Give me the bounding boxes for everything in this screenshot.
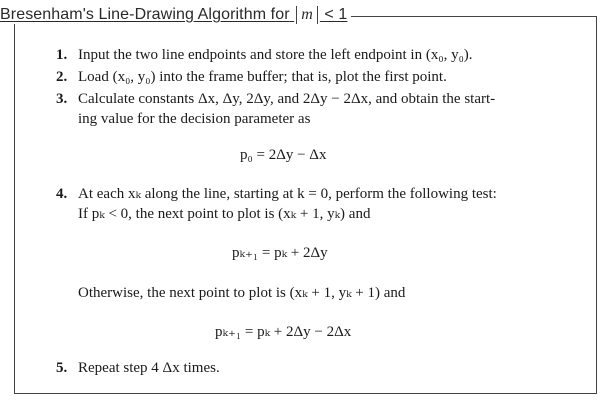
- title-prefix: Bresenham's Line-Drawing Algorithm for: [0, 6, 290, 23]
- step-number: 4.: [56, 186, 68, 202]
- step-1: [56, 45, 473, 65]
- step-text: At each xₖ along the line, starting at k = 0, perform the following test:: [78, 186, 497, 202]
- title-abs-m: m: [296, 6, 318, 24]
- step-2: [56, 67, 447, 87]
- step-text-cont: ing value for the decision parameter as: [78, 111, 311, 127]
- step-text: Repeat step 4 Δx times.: [78, 360, 220, 376]
- step-text: Input the two line endpoints and store the left endpoint in (x₀, y₀).: [78, 47, 473, 63]
- step-number: 1.: [56, 47, 68, 63]
- step-text-cont: If pₖ < 0, the next point to plot is (xₖ + 1, yₖ) and: [78, 206, 371, 222]
- step-3: [56, 89, 495, 129]
- title-suffix: < 1: [324, 6, 348, 23]
- step-number: 2.: [56, 69, 68, 85]
- step-text: Load (x₀, y₀) into the frame buffer; that is, plot the first point.: [78, 69, 447, 85]
- step-text: Calculate constants Δx, Δy, 2Δy, and 2Δy − 2Δx, and obtain the start-: [78, 91, 496, 107]
- step-number: 3.: [56, 91, 68, 107]
- otherwise-text: Otherwise, the next point to plot is (xₖ + 1, yₖ + 1) and: [78, 285, 406, 301]
- algorithm-title: [0, 6, 351, 24]
- step-4: [56, 184, 497, 224]
- equation-p0: p₀ = 2Δy − Δx: [240, 147, 327, 163]
- equation-pk-positive: pₖ₊₁ = pₖ + 2Δy − 2Δx: [215, 324, 352, 340]
- step-number: 5.: [56, 360, 68, 376]
- step-5: [56, 358, 220, 378]
- equation-pk-negative: pₖ₊₁ = pₖ + 2Δy: [232, 245, 328, 261]
